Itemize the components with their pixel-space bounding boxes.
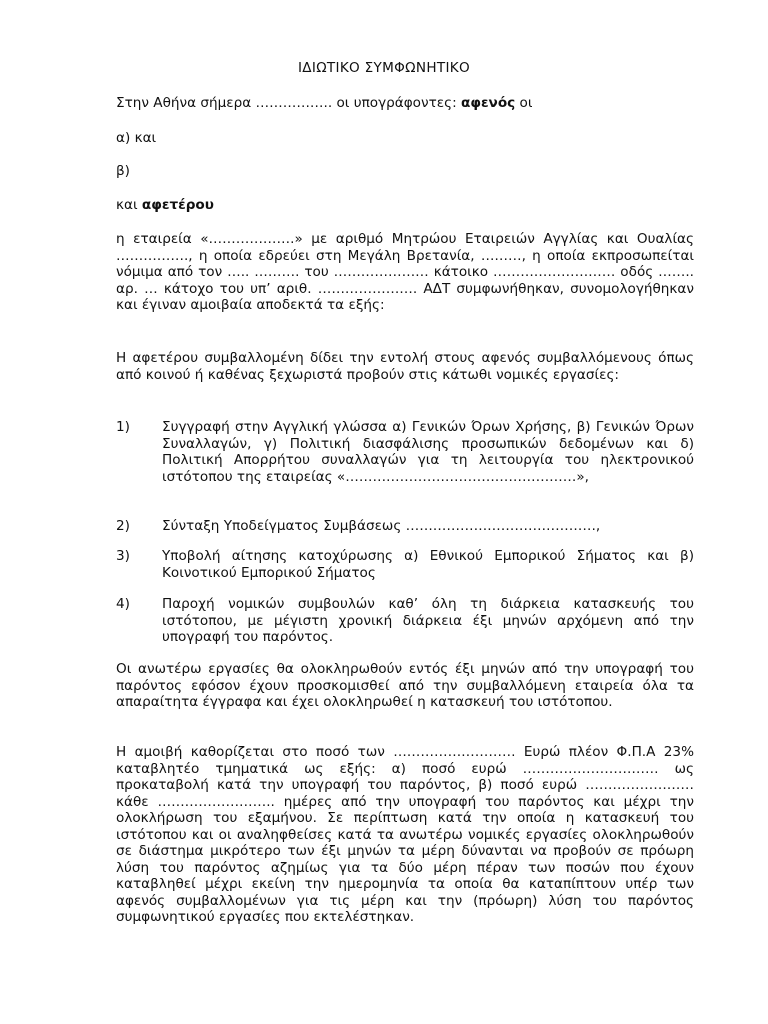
- list-item-number: 3): [116, 548, 130, 564]
- counterparty-heading: [116, 197, 694, 214]
- party-b-line: β): [116, 163, 130, 179]
- party-a-line: α) και: [116, 130, 157, 146]
- intro-paragraph: [116, 95, 694, 112]
- list-item-text: Συγγραφή στην Αγγλική γλώσσα α) Γενικών Όρων Χρήσης, β) Γενικών Όρων Συναλλαγών, γ) Πολιτική διασφάλισης προσωπικών δεδομένων και δ) Πολιτική Απορρήτου συναλλαγών για τη λειτουργία του ηλεκτρονικού ιστότοπου της εταιρείας «……………………………………………»,: [162, 419, 694, 485]
- intro-end: οι: [515, 95, 533, 111]
- mandate-paragraph: Η αφετέρου συμβαλλομένη δίδει την εντολή στους αφενός συμβαλλόμενους όπως από κοινού ή καθένας ξεχωριστά προβούν στις κάτωθι νομικές εργασίες:: [116, 350, 694, 383]
- list-item-text: Σύνταξη Υποδείγματος Συμβάσεως ……………………………………,: [162, 518, 601, 534]
- fee-paragraph: Η αμοιβή καθορίζεται στο ποσό των ……………………… Ευρώ πλέον Φ.Π.Α 23% καταβλητέο τμηματικά ως εξής: α) ποσό ευρώ ………………………… ως προκαταβολή κατά την υπογραφή του παρόντος, β) ποσό ευρώ …………………… κάθε …………………….. ημέρες από την υπογραφή του παρόντος και μέχρι την ολοκλήρωση του εξαμήνου. Σε περίπτωση κατά την οποία η κατασκευή του ιστότοπου και οι αναληφθείσες κατά τα ανωτέρω νομικές εργασίες ολοκληρωθούν σε διάστημα μικρότερο των έξι μηνών τα μέρη δύνανται να προβούν σε πρόωρη λύση του παρόντος αζημίως για τα δύο μέρη πέραν των ποσών που έχουν καταβληθεί μέχρι εκείνη την ημερομηνία τα οποία θα καταπίπτουν υπέρ των αφενός συμβαλλομένων για τις μέρη και την (πρόωρη) λύση του παρόντος συμφωνητικού εργασίες που εκτελέστηκαν.: [116, 744, 694, 925]
- list-item-text: Παροχή νομικών συμβουλών καθ’ όλη τη διάρκεια κατασκευής του ιστότοπου, με μέγιστη χρονική διάρκεια έξι μηνών αρχόμενη από την υπογραφή του παρόντος.: [162, 596, 694, 645]
- intro-text: Στην Αθήνα σήμερα …………….. οι υπογράφοντες:: [116, 95, 462, 111]
- counterparty-bold-word: αφετέρου: [141, 197, 214, 213]
- company-paragraph: η εταιρεία «……………….» με αριθμό Μητρώου Εταιρειών Αγγλίας και Ουαλίας ……………., η οποία εδρεύει στη Μεγάλη Βρετανία, ………, η οποία εκπροσωπείται νόμιμα από τον ….. ………. του ………………… κάτοικο ……………………… οδός …….. αρ. … κάτοχο του υπ’ αριθ. …………………. ΑΔΤ συμφωνήθηκαν, συνομολογήθηκαν και έγιναν αμοιβαία αποδεκτά τα εξής:: [116, 231, 694, 313]
- completion-paragraph: Οι ανωτέρω εργασίες θα ολοκληρωθούν εντός έξι μηνών από την υπογραφή του παρόντος εφόσον έχουν προσκομισθεί από την συμβαλλόμενη εταιρεία όλα τα απαραίτητα έγγραφα και έχει ολοκληρωθεί η κατασκευή του ιστότοπου.: [116, 661, 694, 710]
- list-item-number: 2): [116, 518, 130, 534]
- document-title: ΙΔΙΩΤΙΚΟ ΣΥΜΦΩΝΗΤΙΚΟ: [298, 60, 470, 76]
- and-text: και: [116, 197, 142, 213]
- list-item-number: 4): [116, 596, 130, 612]
- intro-bold-word: αφενός: [461, 95, 516, 111]
- list-item-text: Υποβολή αίτησης κατοχύρωσης α) Εθνικού Εμπορικού Σήματος και β) Κοινοτικού Εμπορικού Σήματος: [162, 548, 694, 581]
- list-item-number: 1): [116, 419, 130, 435]
